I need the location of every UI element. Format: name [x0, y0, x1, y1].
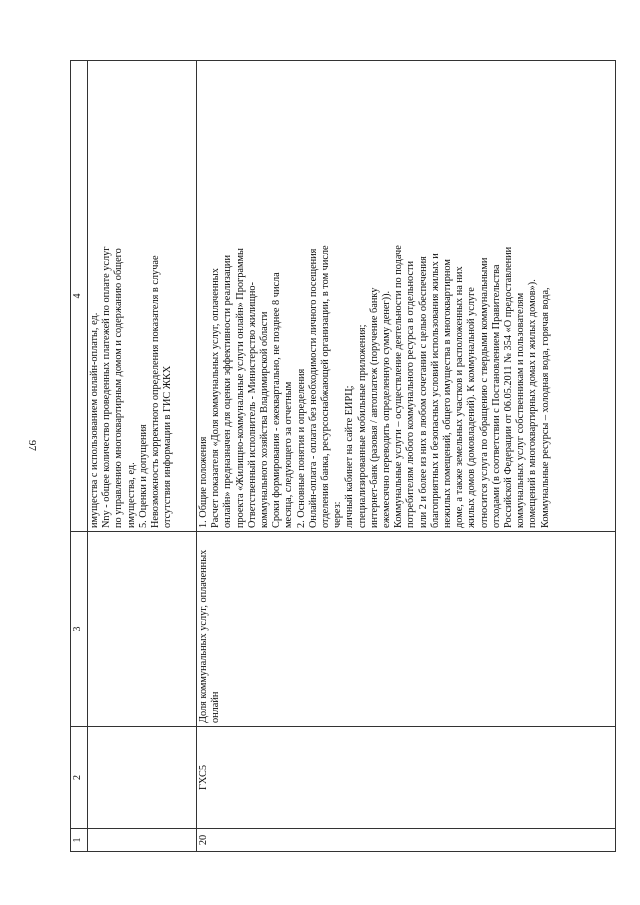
text-line: помещений в многоквартирных домах и жилых домов»). — [527, 279, 539, 528]
indicator-table — [70, 60, 616, 852]
page-number: 97 — [26, 440, 38, 451]
continuation-cell-3 — [88, 532, 197, 727]
text-line: интернет-банк (разовая / автоплатеж (поручение банку — [368, 287, 380, 528]
header-col-3: 3 — [71, 532, 88, 727]
text-line: специализированные мобильные приложения; — [356, 324, 368, 528]
text-line: Онлайн-оплата - оплата без необходимости личного посещения — [307, 248, 319, 528]
text-line: потребителям любого коммунального ресурса в отдельности — [405, 260, 417, 528]
header-row — [71, 61, 88, 852]
text-line: коммунальных услуг собственникам и пользователям — [515, 292, 527, 528]
document-table-rotated — [70, 60, 616, 852]
text-line: месяца, следующего за отчетным — [283, 381, 295, 528]
text-line: личный кабинет на сайте ЕИРЦ; — [344, 385, 356, 528]
text-line: имущества с использованием онлайн-оплаты, ед. — [89, 312, 100, 528]
text-line: 2. Основные понятия и определения — [295, 368, 307, 528]
text-line: Коммунальные услуги – осуществление деятельности по подаче — [393, 245, 405, 528]
text-line: Невозможность корректного определения показателя в случае — [150, 255, 162, 528]
text-line: имущества, ед. — [125, 462, 137, 528]
continuation-cell-2 — [88, 727, 197, 829]
text-line: по управлению многоквартирным домом и содержанию общего — [113, 248, 125, 528]
text-line: Ответственный исполнитель - Министерство жилищно- — [246, 282, 258, 528]
text-line: проекта «Жилищно-коммунальные услуги онлайн» Программы — [234, 248, 246, 528]
text-line: отсутствия информации в ГИС ЖКХ — [162, 365, 174, 528]
text-line: Коммунальные ресурсы – холодная вода, горячая вода, — [539, 287, 551, 528]
text-line: Nny - общее количество проведенных платежей по оплате услуг — [101, 246, 113, 528]
text-line: Расчет показателя «Доля коммунальных услуг, оплаченных — [210, 268, 222, 528]
text-line: Российской Федерации от 06.05.2011 № 354 «О предоставлении — [503, 246, 515, 528]
text-line: коммунального хозяйства Владимирской области — [259, 311, 271, 528]
text-line: онлайн» предназначен для оценки эффективности реализации — [222, 255, 234, 528]
text-line: нежилых помещений, общего имущества в многоквартирном — [442, 259, 454, 528]
indicator-description — [197, 61, 616, 532]
indicator-name: Доля коммунальных услуг, оплаченных онлайн — [197, 532, 616, 727]
indicator-code: ГХС5 — [197, 727, 616, 829]
indicator-row — [197, 61, 616, 852]
text-line: ежемесячно переводить определенную сумму денег)). — [381, 290, 393, 528]
text-line: доме, а также земельных участков и расположенных на них — [454, 266, 466, 528]
text-line: 5. Оценки и допущения — [137, 424, 149, 528]
text-line: благоприятных и безопасных условий использования жилых и — [429, 253, 441, 528]
continuation-cell-1 — [88, 829, 197, 852]
text-line: отходами (в соответствии с Постановлением Правительства — [490, 264, 502, 528]
text-line: относится услуга по обращению с твердыми коммунальными — [478, 257, 490, 528]
continuation-text — [88, 61, 197, 532]
text-line: 1. Общие положения — [198, 436, 209, 528]
row-number: 20 — [197, 829, 616, 852]
header-col-4: 4 — [71, 61, 88, 532]
text-line: или 2 и более из них в любом сочетании с целью обеспечения — [417, 256, 429, 528]
header-col-1: 1 — [71, 829, 88, 852]
text-line: жилых домов (домовладений). К коммунальной услуге — [466, 287, 478, 528]
text-line: отделения банка, ресурсоснабжающей организации, в том числе — [320, 245, 332, 528]
text-line: Сроки формирования - ежеквартально, не позднее 8 числа — [271, 272, 283, 528]
text-line: через: — [332, 501, 344, 528]
continuation-row — [88, 61, 197, 852]
header-col-2: 2 — [71, 727, 88, 829]
